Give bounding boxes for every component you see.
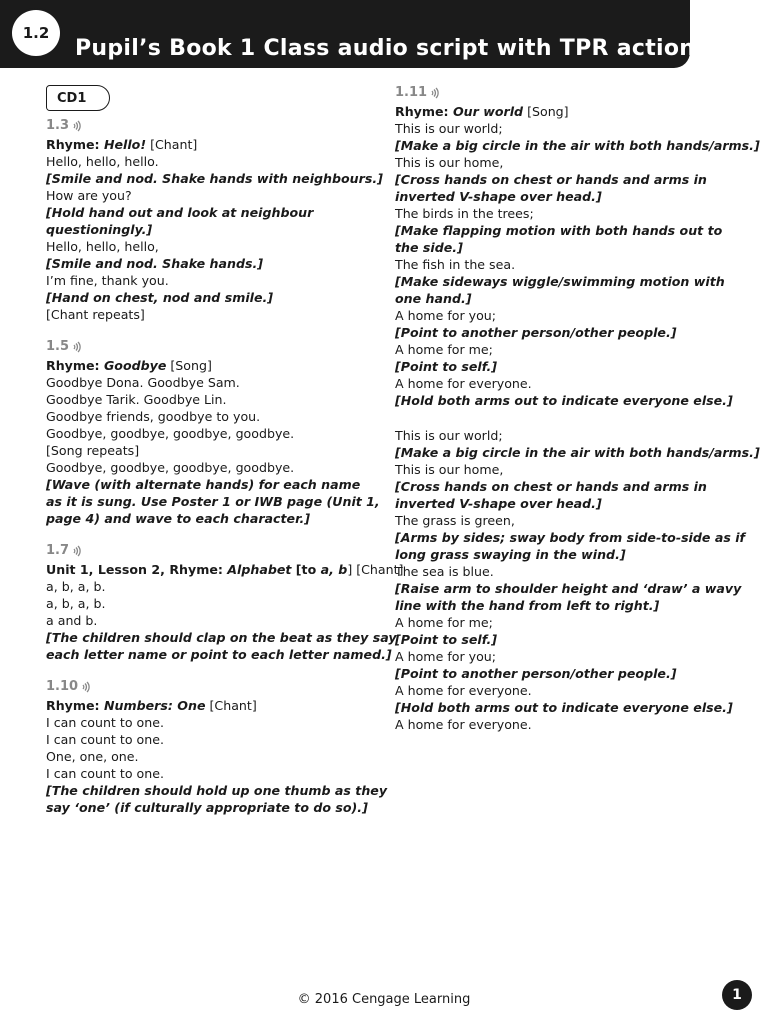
track-1-11 [395,85,441,100]
script-line: Goodbye friends, goodbye to you. [46,409,261,424]
tpr-action-line: each letter name or point to each letter named.] [46,647,392,662]
script-line: The fish in the sea. [395,257,516,272]
tpr-action-line: page 4) and wave to each character.] [46,511,311,526]
header-bar [0,0,709,68]
audio-track-icon [71,545,83,557]
tpr-action-line: the side.] [395,240,463,255]
tpr-action-line: [Make sideways wiggle/swimming motion with [395,274,725,289]
tpr-action-line: [Hold both arms out to indicate everyone else.] [395,393,733,408]
heading-prefix: Rhyme: [46,698,104,713]
heading-name: Alphabet [227,562,292,577]
audio-track-icon [71,341,83,353]
script-line: Goodbye Dona. Goodbye Sam. [46,375,240,390]
script-line: A home for everyone. [395,717,532,732]
audio-track-icon [80,681,92,693]
tpr-action-line: [Hold both arms out to indicate everyone else.] [395,700,733,715]
tpr-action-line: [Arms by sides; sway body from side-to-side as if [395,530,745,545]
tpr-action-line: [Point to self.] [395,632,498,647]
rhyme-heading [46,697,257,714]
tpr-action-line: [Cross hands on chest or hands and arms in [395,172,707,187]
copyright-footer: © 2016 Cengage Learning [297,992,471,1007]
rhyme-heading [46,136,197,153]
script-line: A home for me; [395,615,493,630]
script-line: A home for everyone. [395,683,532,698]
page-number: 1 [722,980,752,1010]
script-line: a, b, a, b. [46,579,106,594]
tpr-action-line: [Smile and nod. Shake hands.] [46,256,264,271]
heading-kind: [Chant] [205,698,257,713]
script-line: A home for you; [395,308,497,323]
track-number: 1.5 [46,339,70,354]
audio-track-icon [71,120,83,132]
script-line: [Chant repeats] [46,307,145,322]
tpr-action-line: long grass swaying in the wind.] [395,547,626,562]
track-number: 1.3 [46,118,70,133]
tpr-action-line: inverted V-shape over head.] [395,496,602,511]
tpr-action-line: [Make a big circle in the air with both hands/arms.] [395,445,760,460]
tpr-action-line: [Hand on chest, nod and smile.] [46,290,274,305]
script-line: I can count to one. [46,766,164,781]
script-line: a, b, a, b. [46,596,106,611]
tpr-action-line: [The children should clap on the beat as they say [46,630,397,645]
heading-name2: a, b [320,562,348,577]
tpr-action-line: [Cross hands on chest or hands and arms in [395,479,707,494]
rhyme-heading [395,103,569,120]
heading-kind: ] [Chant] [347,562,404,577]
script-line: a and b. [46,613,98,628]
tpr-action-line: inverted V-shape over head.] [395,189,602,204]
tpr-action-line: [Hold hand out and look at neighbour [46,205,314,220]
heading-name: Goodbye [103,358,167,373]
tpr-action-line: [Make flapping motion with both hands out to [395,223,723,238]
script-line: [Song repeats] [46,443,140,458]
cd-label-tab: CD1 [46,85,110,111]
section-number-badge: 1.2 [10,8,62,58]
heading-prefix: Rhyme: [46,137,104,152]
script-line: This is our home, [395,155,504,170]
script-line: Goodbye, goodbye, goodbye, goodbye. [46,426,295,441]
script-line: A home for me; [395,342,493,357]
script-line: Goodbye, goodbye, goodbye, goodbye. [46,460,295,475]
track-1-3 [46,118,83,133]
script-line: This is our home, [395,462,504,477]
page-title: Pupil’s Book 1 Class audio script with TPR actions [75,36,709,61]
script-line: I can count to one. [46,732,164,747]
heading-prefix: Rhyme: [46,358,104,373]
track-number: 1.10 [46,679,79,694]
script-line: A home for everyone. [395,376,532,391]
tpr-action-line: [Wave (with alternate hands) for each name [46,477,361,492]
tpr-action-line: [Point to self.] [395,359,498,374]
script-line: How are you? [46,188,132,203]
tpr-action-line: line with the hand from left to right.] [395,598,660,613]
track-number: 1.7 [46,543,70,558]
script-line: This is our world; [395,121,503,136]
script-line: I’m fine, thank you. [46,273,169,288]
heading-name: Hello! [103,137,147,152]
heading-name: Numbers: One [103,698,206,713]
heading-prefix: Rhyme: [395,104,453,119]
tpr-action-line: [Smile and nod. Shake hands with neighbours.] [46,171,383,186]
heading-prefix: Unit 1, Lesson 2, Rhyme: [46,562,228,577]
rhyme-heading [46,561,403,578]
tpr-action-line: one hand.] [395,291,472,306]
script-line: The grass is green, [395,513,515,528]
tpr-action-line: [Make a big circle in the air with both hands/arms.] [395,138,760,153]
script-line: Hello, hello, hello, [46,239,159,254]
track-number: 1.11 [395,85,428,100]
script-line: Goodbye Tarik. Goodbye Lin. [46,392,227,407]
track-1-5 [46,339,83,354]
script-line: This is our world; [395,428,503,443]
tpr-action-line: as it is sung. Use Poster 1 or IWB page (Unit 1, [46,494,380,509]
rhyme-heading [46,357,212,374]
heading-kind: [Song] [166,358,212,373]
script-line: I can count to one. [46,715,164,730]
tpr-action-line: [Raise arm to shoulder height and ‘draw’ a wavy [395,581,742,596]
audio-track-icon [429,87,441,99]
tpr-action-line: questioningly.] [46,222,153,237]
script-line: The sea is blue. [395,564,494,579]
track-1-10 [46,679,92,694]
heading-mid: [to [291,562,321,577]
script-line: One, one, one. [46,749,139,764]
tpr-action-line: [The children should hold up one thumb as they [46,783,388,798]
heading-kind: [Chant] [146,137,198,152]
script-line: A home for you; [395,649,497,664]
tpr-action-line: say ‘one’ (if culturally appropriate to do so).] [46,800,368,815]
tpr-action-line: [Point to another person/other people.] [395,666,677,681]
script-line: The birds in the trees; [395,206,534,221]
script-line: Hello, hello, hello. [46,154,159,169]
heading-name: Our world [452,104,524,119]
tpr-action-line: [Point to another person/other people.] [395,325,677,340]
track-1-7 [46,543,83,558]
heading-kind: [Song] [523,104,569,119]
